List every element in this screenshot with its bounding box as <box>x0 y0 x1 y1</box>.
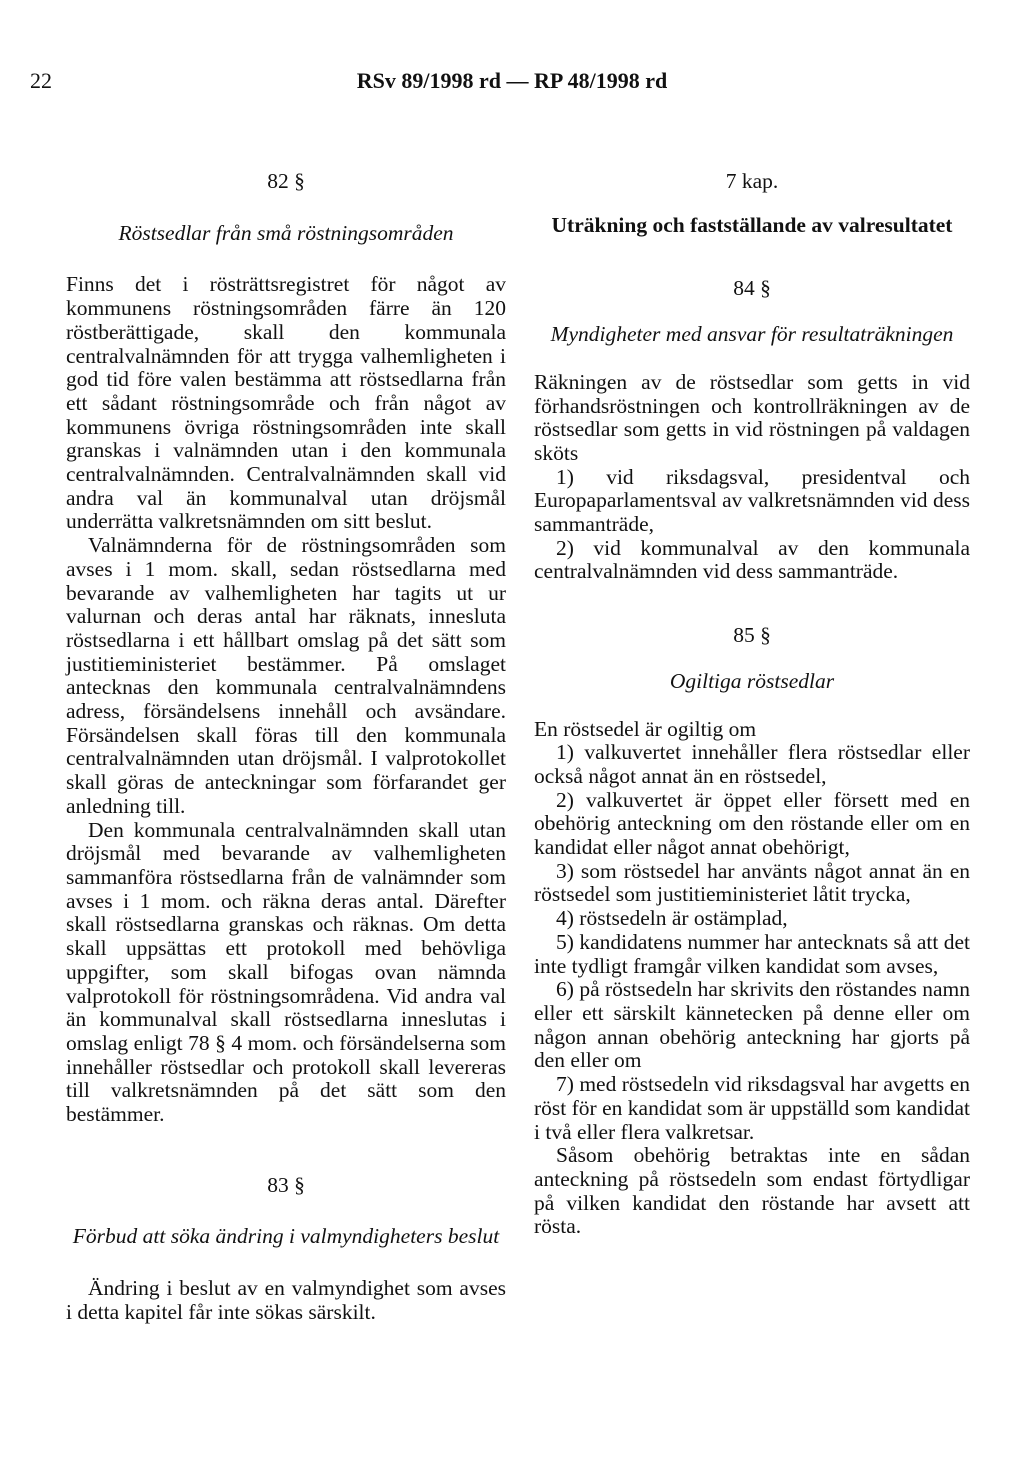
section-83-number: 83 § <box>267 1172 305 1197</box>
section-82-paragraph-3: Den kommunala centralvalnämnden skall utan dröjsmål med bevarande av valhemligheten sammanföra röstsedlarna från de valnämnder som avses i 1 mom. och räkna deras antal. Därefter skall röstsedlarna granskas och räknas. Om detta skall uppsättas ett protokoll med behövliga uppgifter, som skall bifogas ovan nämnda valprotokoll för röstningsområdena. Vid andra val än kommunalval skall röstsedlarna inneslutas i omslag enligt 78 § 4 mom. och försändelserna som innehåller röstsedlar och protokoll skall levereras till valkretsnämnden på det sätt som den bestämmer. <box>66 817 506 1127</box>
right-column <box>534 170 970 1239</box>
list-item: 3) som röstsedel har använts något annat än en röstsedel som justitieministeriet låtit trycka, <box>534 858 970 907</box>
page-number: 22 <box>30 68 52 93</box>
running-title: RSv 89/1998 rd — RP 48/1998 rd <box>356 68 668 93</box>
list-item: 1) vid riksdagsval, presidentval och Europaparlamentsval av valkretsnämnden vid dess sammanträde, <box>534 464 970 537</box>
section-83-title: Förbud att söka ändring i valmyndigheters beslut <box>72 1224 500 1249</box>
list-item: 2) vid kommunalval av den kommunala centralvalnämnden vid dess sammanträde. <box>534 535 970 584</box>
section-82-paragraph-1: Finns det i rösträttsregistret för något av kommunens röstningsområden färre än 120 röstberättigade, skall den kommunala centralvalnämnden för att trygga valhemligheten i god tid före valen bestämma att röstsedlarna från ett sådant röstningsområde och från något av kommunens övriga röstningsområden inte skall granskas i valnämnden utan i den kommunala centralvalnämnden. Centralvalnämnden skall vid andra val än kommunalval utan dröjsmål underrätta valkretsnämnden om sitt beslut. <box>66 272 506 534</box>
section-85-title: Ogiltiga röstsedlar <box>669 668 835 693</box>
chapter-title: Uträkning och fastställande av valresultatet <box>551 212 953 237</box>
list-item: 5) kandidatens nummer har antecknats så att det inte tydligt framgår vilken kandidat som avses, <box>534 929 970 978</box>
chapter-heading: 7 kap. <box>725 169 779 193</box>
section-82-number: 82 § <box>267 169 305 193</box>
section-84-number: 84 § <box>733 276 771 301</box>
list-item: 4) röstsedeln är ostämplad, <box>556 906 788 931</box>
list-item: 1) valkuvertet innehåller flera röstsedlar eller också något annat än en röstsedel, <box>534 740 970 788</box>
list-item: 7) med röstsedeln vid riksdagsval har avgetts en röst för en kandidat som är uppställd som kandidat i två eller flera valkretsar. <box>534 1072 970 1144</box>
section-85-paragraph-1: En röstsedel är ogiltig om <box>534 716 757 741</box>
section-85-paragraph-2: Såsom obehörig betraktas inte en sådan anteckning på röstsedeln som endast förtydligar på vilken kandidat den röstande har avsett att rösta. <box>534 1143 970 1239</box>
section-82-title: Röstsedlar från små röstningsområden <box>118 220 454 245</box>
left-column <box>66 170 506 1325</box>
list-item: 2) valkuvertet är öppet eller försett med en obehörig anteckning om den röstande eller om en kandidat eller något annat obehörigt, <box>534 787 970 860</box>
section-84-title: Myndigheter med ansvar för resultaträkningen <box>550 322 954 347</box>
section-83-paragraph-1: Ändring i beslut av en valmyndighet som avses i detta kapitel får inte sökas särskilt. <box>66 1276 506 1324</box>
section-82-paragraph-2: Valnämnderna för de röstningsområden som avses i 1 mom. skall, sedan röstsedlarna med bevarande av valhemligheten har tagits ut ur valurnan och deras antal har räknats, innesluta röstsedlarna i ett hållbart omslag på det sätt som justitieministeriet bestämmer. På omslaget antecknas den kommunala centralvalnämndens adress, försändelsens innehåll och avsändare. Försändelsen skall föras till den kommunala centralvalnämnden utan dröjsmål. I valprotokollet skall göras de anteckningar som förfarandet ger anledning till. <box>66 533 506 818</box>
page-header <box>0 68 1024 98</box>
section-84-paragraph-1: Räkningen av de röstsedlar som getts in vid förhandsröstningen och kontrollräkningen av de röstsedlar som getts in vid röstningen på valdagen sköts <box>534 369 970 465</box>
list-item: 6) på röstsedeln har skrivits den röstandes namn eller ett särskilt kännetecken på denne eller om någon annan obehörig anteckning har gjorts på den eller om <box>534 977 970 1073</box>
section-85-number: 85 § <box>733 623 771 648</box>
